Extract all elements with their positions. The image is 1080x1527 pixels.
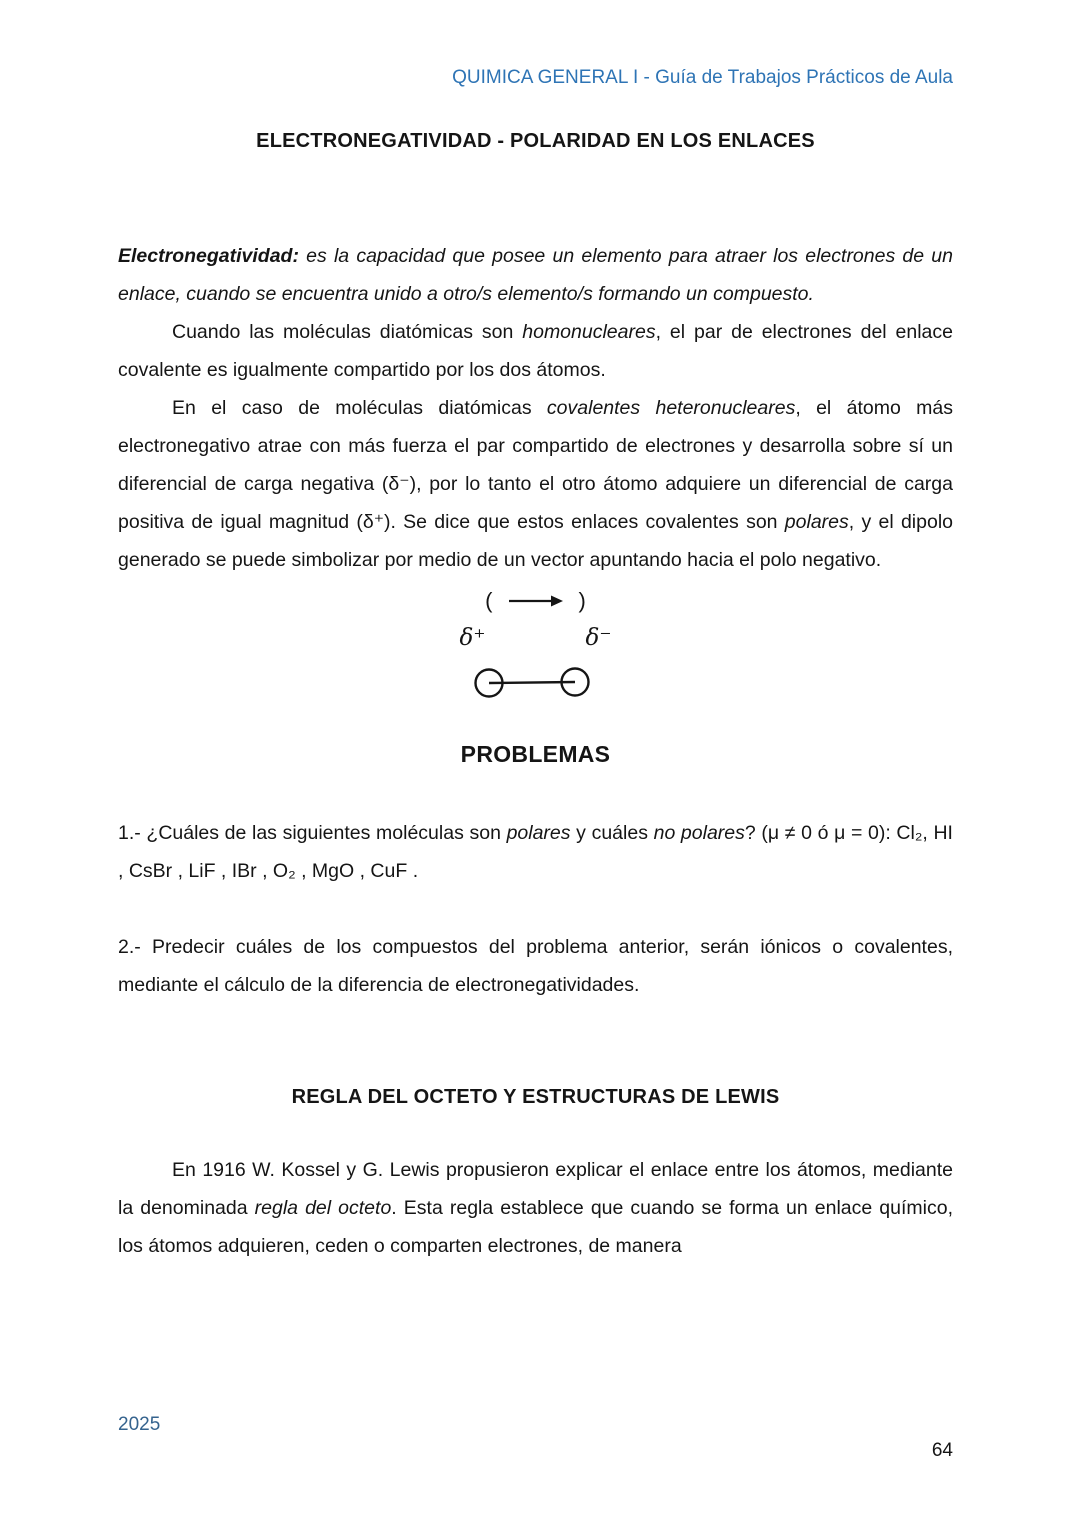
definition-paragraph: Electronegatividad: es la capacidad que posee un elemento para atraer los electrones de un enlace, cuando se encuentra unido a otro/s elemento/s formando un compuesto.	[118, 245, 953, 305]
paragraph-regla-octeto: En 1916 W. Kossel y G. Lewis propusieron explicar el enlace entre los átomos, mediante la denominada regla del octeto. Esta regla establece que cuando se forma un enlace químico, los átomos adquieren, ceden o comparten electrones, de manera	[118, 1159, 954, 1257]
paragraph-homonucleares: Cuando las moléculas diatómicas son homonucleares, el par de electrones del enlace covalente es igualmente compartido por los dos átomos.	[118, 321, 953, 381]
diatomic-molecule-diagram	[470, 659, 602, 707]
dipole-vector-notation	[118, 585, 953, 617]
problem-1: 1.- ¿Cuáles de las siguientes moléculas son polares y cuáles no polares? (μ ≠ 0 ó μ = 0): Cl₂, HI , CsBr , LiF , IBr , O₂ , MgO , CuF .	[118, 822, 953, 882]
dipole-vector-figure	[118, 585, 953, 707]
close-paren: )	[578, 588, 586, 613]
open-paren: (	[485, 588, 493, 613]
partial-charge-labels	[460, 621, 612, 655]
section-title-octeto: REGLA DEL OCTETO Y ESTRUCTURAS DE LEWIS	[291, 1086, 780, 1108]
delta-plus-label: δ⁺	[459, 625, 486, 651]
dipole-arrow-icon	[507, 593, 565, 609]
page-number: 64	[931, 1440, 953, 1461]
running-header: QUIMICA GENERAL I - Guía de Trabajos Prácticos de Aula	[452, 67, 953, 88]
problem-2: 2.- Predecir cuáles de los compuestos del problema anterior, serán iónicos o covalentes, mediante el cálculo de la diferencia de electronegatividades.	[118, 936, 953, 996]
section-title-electronegatividad: ELECTRONEGATIVIDAD - POLARIDAD EN LOS ENLACES	[256, 130, 815, 152]
problems-heading: PROBLEMAS	[460, 741, 611, 767]
footer-year: 2025	[118, 1414, 161, 1435]
delta-minus-label: δ⁻	[585, 625, 612, 651]
paragraph-heteronucleares: En el caso de moléculas diatómicas covalentes heteronucleares, el átomo más electronegativo atrae con más fuerza el par compartido de electrones y desarrolla sobre sí un diferencial de carga negativa (δ⁻), por lo tanto el otro átomo adquiere un diferencial de carga positiva de igual magnitud (δ⁺). Se dice que estos enlaces covalentes son polares, y el dipolo generado se puede simbolizar por medio de un vector apuntando hacia el polo negativo.	[118, 397, 953, 571]
